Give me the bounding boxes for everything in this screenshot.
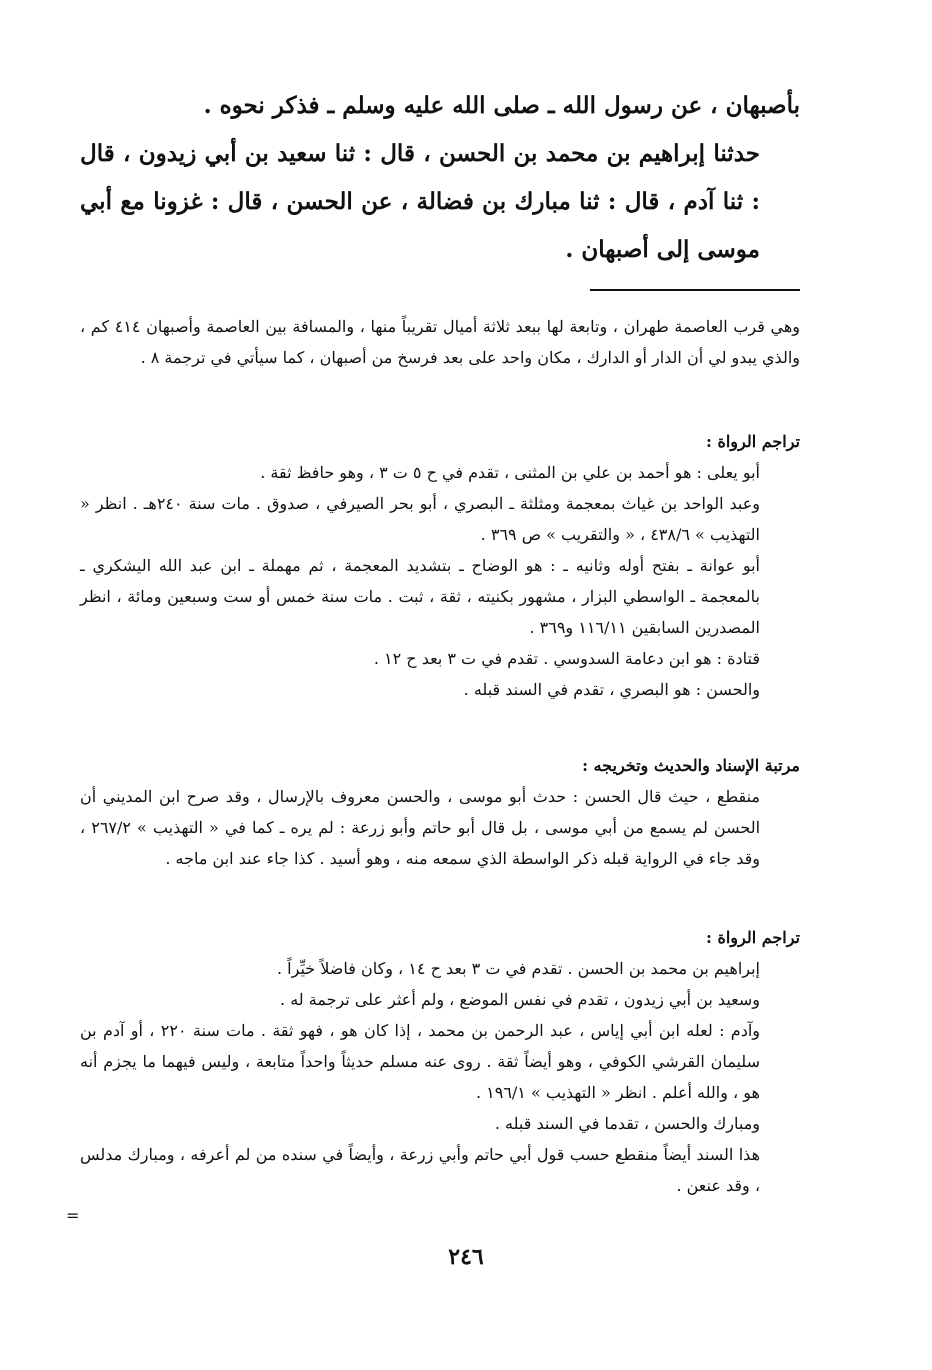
narrator-entry: قتادة : هو ابن دعامة السدوسي . تقدم في ت ٣ بعد ح ١٢ . — [373, 649, 760, 668]
narrator-entry: وعبد الواحد بن غياث بمعجمة ومثلثة ـ البصري ، أبو بحر الصيرفي ، صدوق . مات سنة ٢٤٠هـ . انظر « التهذيب » ٤٣٨/٦ ، « والتقريب » ص ٣٦٩ . — [80, 494, 760, 544]
main-paragraph: بأصبهان ، عن رسول الله ـ صلى الله عليه وسلم ـ فذكر نحوه . — [203, 92, 800, 119]
page-number: ٢٤٦ — [448, 1244, 484, 1270]
continuation-mark: = — [66, 1206, 80, 1225]
isnad-grading-section — [80, 750, 800, 874]
section-heading: مرتبة الإسناد والحديث وتخريجه : — [582, 756, 800, 775]
narrator-entry: ومبارك والحسن ، تقدما في السند قبله . — [494, 1114, 760, 1133]
section-heading: تراجم الرواة : — [705, 432, 800, 451]
main-paragraph: حدثنا إبراهيم بن محمد بن الحسن ، قال : ثنا سعيد بن أبي زيدون ، قال : ثنا آدم ، قال : ثنا مبارك بن فضالة ، عن الحسن ، قال : غزونا مع أبي موسى إلى أصبهان . — [80, 140, 760, 263]
narrator-entry: وسعيد بن أبي زيدون ، تقدم في نفس الموضع ، ولم أعثر على ترجمة له . — [280, 990, 760, 1009]
narrator-entry: والحسن : هو البصري ، تقدم في السند قبله . — [463, 680, 760, 699]
narrator-entry: إبراهيم بن محمد بن الحسن . تقدم في ت ٣ بعد ح ١٤ ، وكان فاضلاً خيِّراً . — [277, 959, 760, 978]
footnote-separator — [590, 289, 800, 291]
narrator-entry: وآدم : لعله ابن أبي إياس ، عبد الرحمن بن محمد ، إذا كان هو ، فهو ثقة . مات سنة ٢٢٠ ، أو آدم بن سليمان القرشي الكوفي ، وهو أيضاً ثقة . روى عنه مسلم حديثاً واحداً متابعة ، وليس فيهما ما يجزم أنه هو ، والله أعلم . انظر « التهذيب » ١٩٦/١ . — [80, 1021, 760, 1102]
footnote-intro — [80, 311, 800, 373]
narrator-entry: أبو عوانة ـ بفتح أوله وثانيه ـ : هو الوضاح ـ بتشديد المعجمة ، ثم مهملة ـ ابن عبد الله اليشكري ـ بالمعجمة ـ الواسطي البزار ، مشهور بكنيته ، ثقة ، ثبت . مات سنة خمس أو ست وسبعين ومائة ، انظر المصدرين السابقين ١١٦/١١ و٣٦٩ . — [80, 556, 760, 637]
main-text — [80, 82, 800, 274]
narrator-entry: أبو يعلى : هو أحمد بن علي بن المثنى ، تقدم في ح ٥ ت ٣ ، وهو حافظ ثقة . — [260, 463, 760, 482]
narrator-entry: هذا السند أيضاً منقطع حسب قول أبي حاتم وأبي زرعة ، وأيضاً في سنده من لم أعرفه ، ومبارك مدلس ، وقد عنعن . — [80, 1145, 760, 1195]
narrators-section-1 — [80, 426, 800, 705]
grading-text: منقطع ، حيث قال الحسن : حدث أبو موسى ، والحسن معروف بالإرسال ، وقد صرح ابن المديني أن الحسن لم يسمع من أبي موسى ، بل قال أبو حاتم وأبو زرعة : لم يره ـ كما في « التهذيب » ٢٦٧/٢ ، وقد جاء في الرواية قبله ذكر الواسطة الذي سمعه منه ، وهو أسيد . كذا جاء عند ابن ماجه . — [80, 787, 761, 868]
narrators-section-2 — [80, 922, 800, 1201]
footnote-paragraph: وهي قرب العاصمة طهران ، وتابعة لها ببعد ثلاثة أميال تقريباً منها ، والمسافة بين العاصمة وأصبهان ٤١٤ كم ، والذي يبدو لي أن الدار أو الدارك ، مكان واحد على بعد فرسخ من أصبهان ، كما سيأتي في ترجمة ٨ . — [80, 317, 800, 367]
section-heading: تراجم الرواة : — [705, 928, 800, 947]
